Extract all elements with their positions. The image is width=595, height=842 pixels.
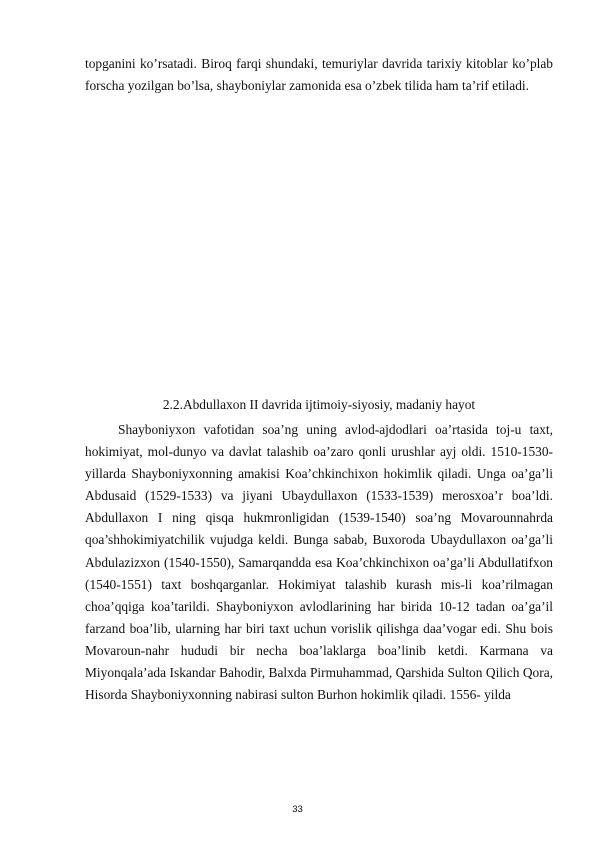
page-number: 33 (292, 804, 303, 815)
intro-paragraph: topganini ko’rsatadi. Biroq farqi shundaki, temuriylar davrida tarixiy kitoblar ko’plab forscha yozilgan bo’lsa, shayboniylar zamonida esa o’zbek tilida ham ta’rif etiladi. (85, 56, 553, 94)
section-paragraph: Shayboniyxon vafotidan soa’ng uning avlod-ajdodlari oa’rtasida toj-u taxt, hokimiyat, mol-dunyo va davlat talashib oa’zaro qonli urushlar ayj oldi. 1510-1530- yillarda Shayboniyxonning amakisi Koa’chkinchixon hokimlik qiladi. Unga oa’ga’li Abdusaid (1529-1533) va jiyani Ubaydullaxon (1533-1539) merosxoa’r boa’ldi. Abdullaxon I ning qisqa hukmronligidan (1539-1540) soa’ng Movarounnahrda qoa’shhokimiyatchilik vujudga keldi. Bunga sabab, Buxoroda Ubaydullaxon oa’ga’li Abdulazizxon (1540-1550), Samarqandda esa Koa’chkinchixon oa’ga’li Abdullatifxon (1540-1551) taxt boshqarganlar. Hokimiyat talashib kurash mis-li koa’rilmagan choa’qqiga koa’tarildi. Shayboniyxon avlodlarining har birida 10-12 tadan oa’ga’il farzand boa’lib, ularning har biri taxt uchun vorislik qilishga daa’vogar edi. Shu bois Movaroun-nahr hududi bir necha boa’laklarga boa’linib ketdi. Karmana va Miyonqala’ada Iskandar Bahodir, Balxda Pirmuhammad, Qarshida Sulton Qilich Qora, Hisorda Shayboniyxonning nabirasi sulton Burhon hokimlik qiladi. 1556- yilda (85, 422, 553, 703)
section-heading: 2.2.Abdullaxon II davrida ijtimoiy-siyosiy, madaniy hayot (162, 397, 476, 412)
